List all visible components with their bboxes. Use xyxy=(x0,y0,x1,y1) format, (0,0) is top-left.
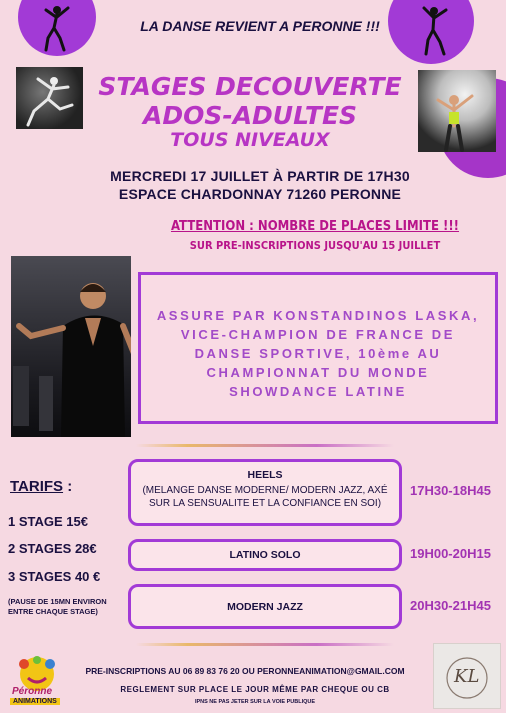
headline: LA DANSE REVIENT A PERONNE !!! xyxy=(140,18,380,34)
course-heels-time: 17H30-18H45 xyxy=(410,483,491,498)
price-1-stage: 1 STAGE 15€ xyxy=(8,514,88,529)
dancer-photo-right xyxy=(418,70,496,152)
dancer-photo-left xyxy=(16,67,83,129)
course-latino-solo-time: 19H00-20H15 xyxy=(410,546,491,561)
divider-bottom xyxy=(136,643,394,646)
instructor-photo xyxy=(11,256,131,437)
course-heels-title: HEELS xyxy=(247,469,283,481)
peronne-animations-logo xyxy=(6,652,68,710)
course-heels-desc-1: (MELANGE DANSE MODERNE/ MODERN JAZZ, AXÉ xyxy=(142,485,388,496)
footer-contact: PRE-INSCRIPTIONS AU 06 89 83 76 20 OU PERONNEANIMATION@GMAIL.COM xyxy=(85,666,405,676)
peronne-logo-text: Péronne xyxy=(12,686,53,697)
title-line-3: TOUS NIVEAUX xyxy=(170,129,330,151)
course-heels xyxy=(128,459,402,526)
attention-line-2: SUR PRE-INSCRIPTIONS JUSQU'AU 15 JUILLET xyxy=(189,239,441,252)
divider-top xyxy=(136,444,394,447)
course-modern-jazz-title: MODERN JAZZ xyxy=(227,601,303,613)
course-latino-solo-title: LATINO SOLO xyxy=(229,549,301,561)
course-latino-solo xyxy=(128,539,402,571)
peronne-logo-sub: ANIMATIONS xyxy=(10,698,60,705)
event-date: MERCREDI 17 JUILLET À PARTIR DE 17H30 xyxy=(110,168,410,184)
title-line-1: STAGES DECOUVERTE xyxy=(98,72,402,101)
kl-logo xyxy=(433,643,501,709)
instructor-text: ASSURE PAR KONSTANDINOS LASKA, VICE-CHAMPION DE FRANCE DE DANSE SPORTIVE, 10ème AU CHAMPIONNAT DU MONDE SHOWDANCE LATINE xyxy=(156,308,480,399)
tarifs-label-text: TARIFS xyxy=(10,478,64,495)
dancer-silhouette-right-icon xyxy=(418,4,450,56)
kl-logo-text: KL xyxy=(454,666,480,687)
pause-note-line-1: (PAUSE DE 15MN ENVIRON xyxy=(8,597,107,606)
course-modern-jazz xyxy=(128,584,402,629)
title-line-2: ADOS-ADULTES xyxy=(142,101,358,130)
instructor-info-box xyxy=(138,272,498,424)
pause-note xyxy=(8,597,107,617)
attention-line-1: ATTENTION : NOMBRE DE PLACES LIMITE !!! xyxy=(170,219,460,234)
course-modern-jazz-time: 20H30-21H45 xyxy=(410,598,491,613)
tarifs-colon: : xyxy=(63,478,73,495)
price-3-stages: 3 STAGES 40 € xyxy=(8,569,101,584)
price-2-stages: 2 STAGES 28€ xyxy=(8,541,97,556)
footer-payment: REGLEMENT SUR PLACE LE JOUR MÊME PAR CHEQUE OU CB xyxy=(120,685,390,694)
footer-notice: IPNS NE PAS JETER SUR LA VOIE PUBLIQUE xyxy=(194,699,316,705)
tarifs-label xyxy=(10,478,72,495)
dancer-silhouette-left-icon xyxy=(42,4,72,52)
pause-note-line-2: ENTRE CHAQUE STAGE) xyxy=(8,607,98,616)
course-heels-desc-2: SUR LA SENSUALITE ET LA CONFIANCE EN SOI) xyxy=(148,498,382,509)
event-place: ESPACE CHARDONNAY 71260 PERONNE xyxy=(118,186,402,202)
